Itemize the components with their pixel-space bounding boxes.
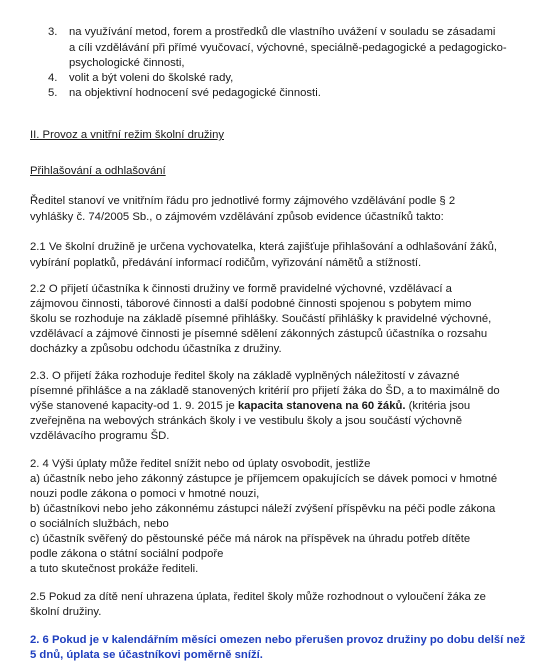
paragraph-2-2-line: zájmovou činnosti, táborové činnosti a další podobné činnosti spojenou s pobytem mimo	[30, 298, 472, 310]
list-item-line: na objektivní hodnocení své pedagogické činnosti.	[69, 87, 321, 99]
paragraph-2-3-line: zveřejněna na webových stránkách školy i ve vestibulu školy a jsou součástí výchovně	[30, 415, 463, 427]
paragraph-2-3-text: (kritéria jsou	[405, 400, 471, 412]
paragraph-2-4-line: a) účastník nebo jeho zákonný zástupce je příjemcem opakujících se dávek pomoci v hmotné	[30, 473, 498, 485]
list-item-line: psychologické činnosti,	[69, 57, 185, 69]
paragraph-2-4-line: b) účastníkovi nebo jeho zákonnému zástupci náleží zvýšení příspěvku na péči podle zákona	[30, 503, 496, 515]
paragraph-2-4-line: a tuto skutečnost prokáže řediteli.	[30, 563, 199, 575]
paragraph-2-5-line: 2.5 Pokud za dítě není uhrazena úplata, ředitel školy může rozhodnout o vyloučení žáka ze	[30, 591, 486, 603]
paragraph-2-3-line: vzdělávacího programu ŠD.	[30, 430, 170, 442]
list-item-line: volit a být voleni do školské rady,	[69, 72, 234, 84]
paragraph-2-4-line: 2. 4 Výši úplaty může ředitel snížit nebo od úplaty osvobodit, jestliže	[30, 458, 371, 470]
paragraph-2-4-line: podle zákona o státní sociální podpoře	[30, 548, 224, 560]
paragraph-2-1-line: vybírání poplatků, předávání informací rodičům, vyřizování námětů a stížností.	[30, 257, 422, 269]
paragraph-2-3-line: písemné přihlášce a na základě stanovených kritérií pro přijetí žáka do ŠD, a to maximálně do	[30, 385, 500, 397]
paragraph-2-3-line	[30, 399, 470, 413]
list-number: 4.	[48, 72, 58, 84]
intro-line: Ředitel stanoví ve vnitřním řádu pro jednotlivé formy zájmového vzdělávání podle § 2	[30, 195, 456, 207]
list-item-line: na využívání metod, forem a prostředků dle vlastního uvážení v souladu se zásadami	[69, 26, 496, 38]
paragraph-2-2-line: školu se rozhoduje na základě písemné přihlášky. Součástí přihlášky k pravidelné výchovné,	[30, 313, 492, 325]
list-number: 5.	[48, 87, 58, 99]
paragraph-2-4-line: o sociálních službách, nebo	[30, 518, 169, 530]
paragraph-2-6-line: 2. 6 Pokud je v kalendářním měsíci omezen nebo přerušen provoz družiny po dobu delší než	[30, 634, 526, 646]
paragraph-2-4-line: nouzi podle zákona o pomoci v hmotné nouzi,	[30, 488, 260, 500]
capacity-emphasis: kapacita stanovena na 60 žáků.	[237, 400, 406, 412]
list-number: 3.	[48, 26, 58, 38]
list-item-line: a cíli vzdělávání při přímé vyučovací, výchovné, speciálně-pedagogické a pedagogicko-	[69, 42, 507, 54]
paragraph-2-2-line: vzdělávací a zájmové činnosti je písemné sdělení zákonných zástupců účastníka o rozsahu	[30, 328, 488, 340]
section-heading: II. Provoz a vnitřní režim školní družiny	[30, 129, 224, 141]
paragraph-2-2-line: docházky a způsobu odchodu účastníka z družiny.	[30, 343, 282, 355]
paragraph-2-3-text: výše stanovené kapacity-od 1. 9. 2015 je	[30, 400, 238, 412]
paragraph-2-4-line: c) účastník svěřený do pěstounské péče má nárok na příspěvek na úhradu potřeb dítěte	[30, 533, 471, 545]
subheading: Přihlašování a odhlašování	[30, 165, 166, 177]
paragraph-2-2-line: 2.2 O přijetí účastníka k činnosti družiny ve formě pravidelné výchovné, vzdělávací a	[30, 283, 452, 295]
paragraph-2-1-line: 2.1 Ve školní družině je určena vychovatelka, která zajišťuje přihlašování a odhlašování žáků,	[30, 241, 498, 253]
paragraph-2-3-line: 2.3. O přijetí žáka rozhoduje ředitel školy na základě vyplněných náležitostí v závazné	[30, 370, 460, 382]
paragraph-2-5-line: školní družiny.	[30, 606, 102, 618]
paragraph-2-6-line: 5 dnů, úplata se účastníkovi poměrně sníží.	[30, 649, 263, 661]
intro-line: vyhlášky č. 74/2005 Sb., o zájmovém vzdělávání způsob evidence účastníků takto:	[30, 211, 444, 223]
